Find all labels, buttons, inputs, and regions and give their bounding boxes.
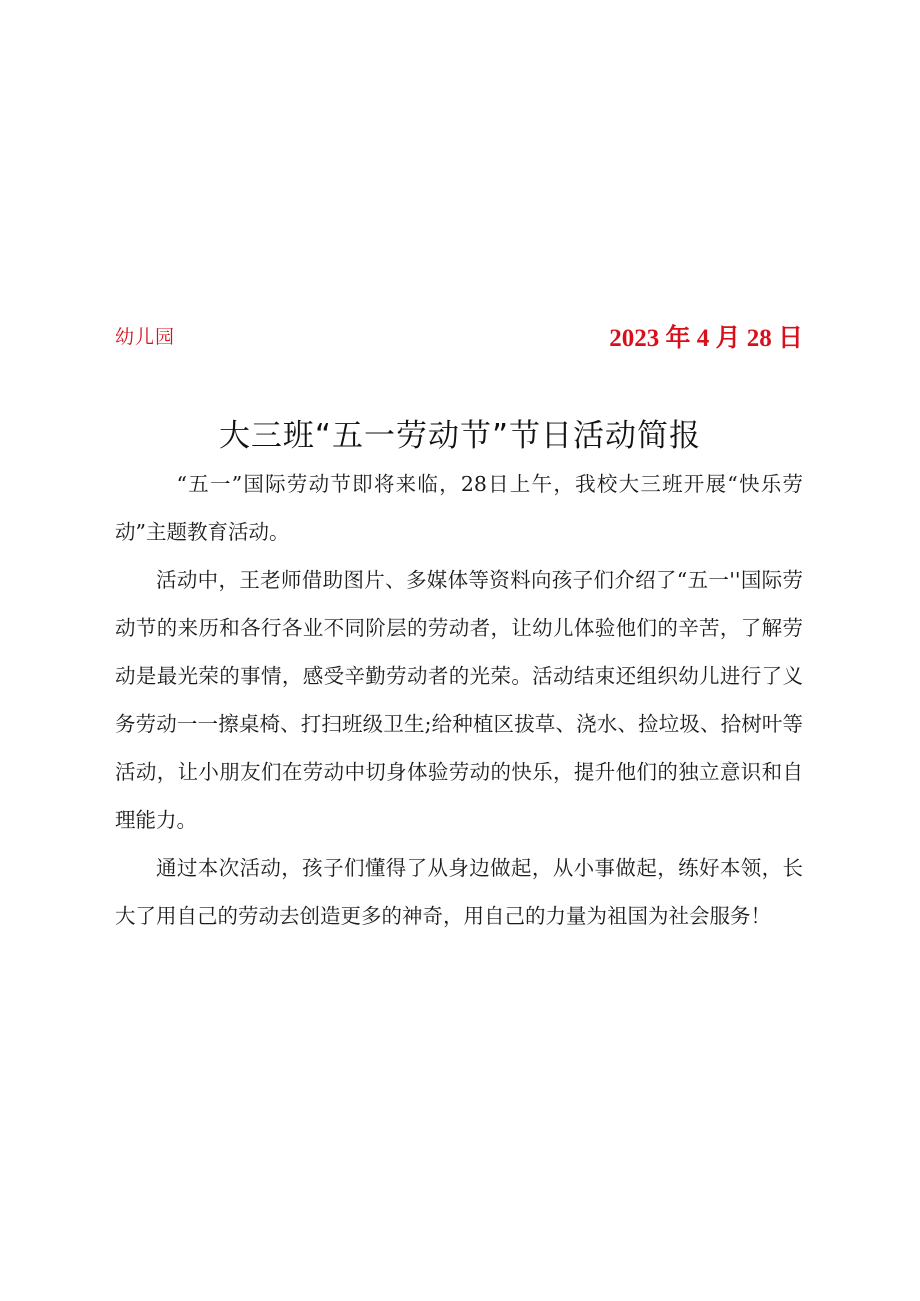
page-title: 大三班“五一劳动节”节日活动简报: [218, 418, 702, 454]
document-body: [115, 460, 803, 940]
paragraph-conclusion: 通过本次活动，孩子们懂得了从身边做起，从小事做起，练好本领，长大了用自己的劳动去创造更多的神奇，用自己的力量为祖国为社会服务！: [115, 856, 803, 928]
paragraph-intro: “五一”国际劳动节即将来临，28日上午，我校大三班开展“快乐劳动”主题教育活动。: [115, 472, 803, 544]
report-date: 2023 年 4 月 28 日: [609, 325, 803, 352]
organization-name: 幼儿园: [115, 326, 176, 348]
paragraph-activity: 活动中，王老师借助图片、多媒体等资料向孩子们介绍了“五一''国际劳动节的来历和各行各业不同阶层的劳动者，让幼儿体验他们的辛苦，了解劳动是最光荣的事情，感受辛勤劳动者的光荣。活动结束还组织幼儿进行了义务劳动一一擦桌椅、打扫班级卫生;给种植区拔草、浇水、捡垃圾、拾树叶等活动，让小朋友们在劳动中切身体验劳动的快乐，提升他们的独立意识和自理能力。: [115, 568, 803, 832]
document-header: [115, 318, 803, 352]
